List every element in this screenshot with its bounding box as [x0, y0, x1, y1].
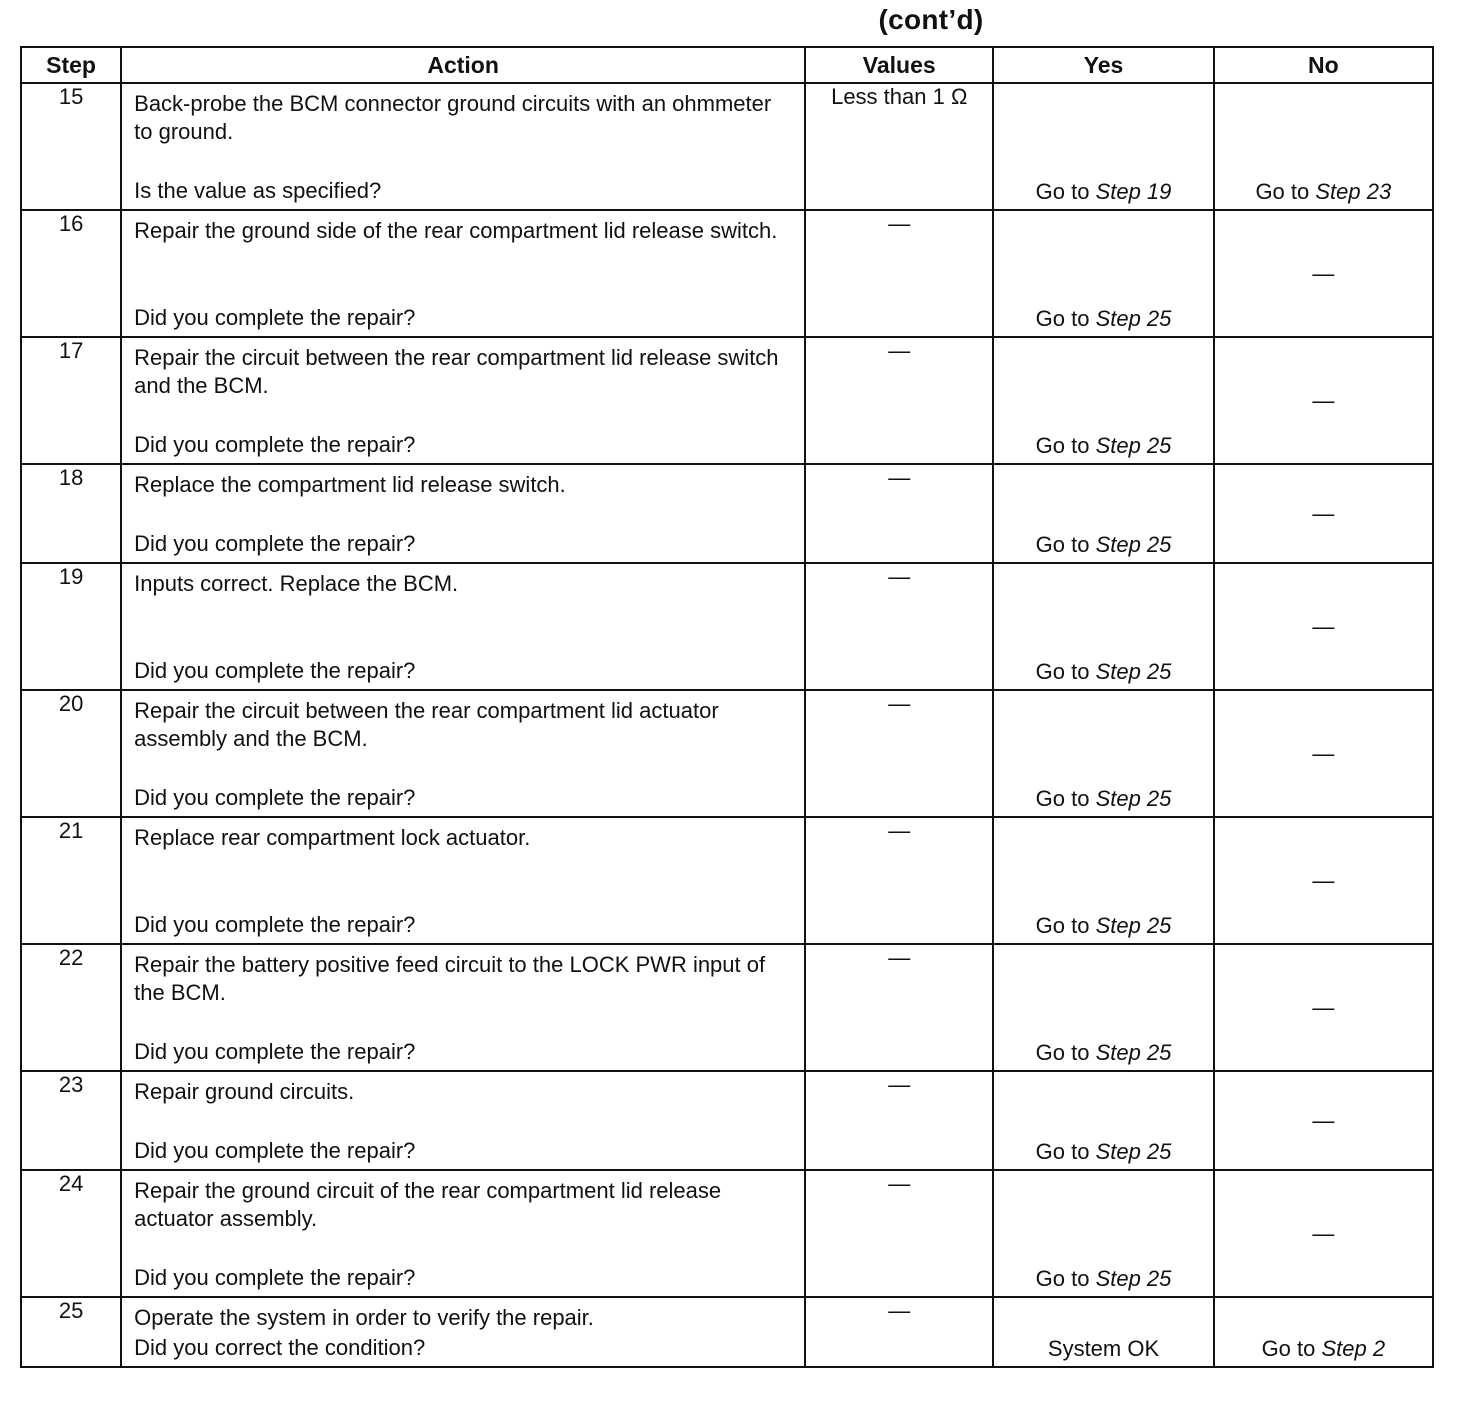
- values-cell: —: [805, 1170, 993, 1297]
- yes-prefix: Go to: [1035, 306, 1090, 331]
- step-cell: 24: [21, 1170, 121, 1297]
- action-question: Did you complete the repair?: [134, 912, 416, 937]
- values-cell: Less than 1 Ω: [805, 83, 993, 210]
- step-cell: 17: [21, 337, 121, 464]
- table-row: [21, 1297, 1433, 1367]
- step-cell: 23: [21, 1071, 121, 1170]
- yes-goto: [994, 433, 1212, 459]
- yes-goto: [994, 659, 1212, 685]
- yes-cell: [993, 944, 1213, 1071]
- no-step-ref: Step 2: [1321, 1336, 1386, 1361]
- no-text: —: [1312, 613, 1335, 639]
- no-text: —: [1312, 387, 1335, 413]
- step-cell: 21: [21, 817, 121, 944]
- yes-text: System OK: [1047, 1336, 1160, 1361]
- action-question: Did you complete the repair?: [134, 1265, 416, 1290]
- table-row: [21, 1170, 1433, 1297]
- yes-goto: [994, 532, 1212, 558]
- step-cell: 18: [21, 464, 121, 563]
- yes-cell: [993, 690, 1213, 817]
- yes-cell: [993, 210, 1213, 337]
- table-row: [21, 563, 1433, 690]
- no-cell: [1214, 563, 1433, 690]
- table-row: [21, 944, 1433, 1071]
- action-question: Did you complete the repair?: [134, 432, 416, 457]
- no-text: —: [1312, 1107, 1335, 1133]
- diagnostic-table: [20, 46, 1434, 1368]
- action-question: Is the value as specified?: [134, 178, 382, 203]
- yes-step-ref: Step 25: [1095, 306, 1172, 331]
- yes-step-ref: Step 25: [1095, 532, 1172, 557]
- action-cell: [121, 337, 805, 464]
- no-step-ref: Step 23: [1315, 179, 1392, 204]
- header-row: [21, 47, 1433, 83]
- action-question: Did you complete the repair?: [134, 531, 416, 556]
- yes-step-ref: Step 25: [1095, 786, 1172, 811]
- yes-prefix: Go to: [1035, 1139, 1090, 1164]
- action-cell: [121, 83, 805, 210]
- action-text: Repair the circuit between the rear compartment lid release switch and the BCM.: [134, 345, 779, 398]
- yes-cell: [993, 464, 1213, 563]
- step-cell: 16: [21, 210, 121, 337]
- action-cell: [121, 464, 805, 563]
- yes-prefix: Go to: [1035, 913, 1090, 938]
- yes-step-ref: Step 19: [1095, 179, 1172, 204]
- table-row: [21, 1071, 1433, 1170]
- no-cell: [1214, 1071, 1433, 1170]
- table-row: [21, 83, 1433, 210]
- yes-goto: [994, 786, 1212, 812]
- action-question: Did you complete the repair?: [134, 305, 416, 330]
- action-cell: [121, 1297, 805, 1367]
- no-cell: [1214, 1297, 1433, 1367]
- yes-cell: [993, 1071, 1213, 1170]
- step-cell: 20: [21, 690, 121, 817]
- yes-goto: [994, 913, 1212, 939]
- no-cell: [1214, 83, 1433, 210]
- step-cell: 19: [21, 563, 121, 690]
- action-text: Replace the compartment lid release switch.: [134, 472, 566, 497]
- header-values: Values: [805, 47, 993, 83]
- no-cell: [1214, 817, 1433, 944]
- action-question: Did you complete the repair?: [134, 1039, 416, 1064]
- no-goto: [1215, 1336, 1432, 1362]
- action-text: Repair the ground circuit of the rear compartment lid release actuator assembly.: [134, 1178, 722, 1231]
- no-text: —: [1312, 1220, 1335, 1246]
- header-action: Action: [121, 47, 805, 83]
- yes-prefix: Go to: [1035, 433, 1090, 458]
- table-row: [21, 464, 1433, 563]
- no-text: —: [1312, 500, 1335, 526]
- action-cell: [121, 944, 805, 1071]
- yes-goto: [994, 1266, 1212, 1292]
- yes-cell: [993, 563, 1213, 690]
- values-cell: —: [805, 337, 993, 464]
- no-prefix: Go to: [1261, 1336, 1316, 1361]
- yes-cell: [993, 337, 1213, 464]
- yes-goto: [994, 179, 1212, 205]
- yes-prefix: Go to: [1035, 786, 1090, 811]
- step-cell: 22: [21, 944, 121, 1071]
- header-yes: Yes: [993, 47, 1213, 83]
- yes-goto: [994, 1040, 1212, 1066]
- yes-goto: [994, 1139, 1212, 1165]
- yes-step-ref: Step 25: [1095, 1139, 1172, 1164]
- table-row: [21, 210, 1433, 337]
- yes-step-ref: Step 25: [1095, 1040, 1172, 1065]
- yes-cell: [993, 83, 1213, 210]
- action-cell: [121, 1170, 805, 1297]
- yes-prefix: Go to: [1035, 532, 1090, 557]
- page-title: [0, 4, 1472, 36]
- no-text: —: [1312, 994, 1335, 1020]
- yes-prefix: Go to: [1035, 659, 1090, 684]
- action-text: Replace rear compartment lock actuator.: [134, 825, 531, 850]
- yes-goto: [994, 306, 1212, 332]
- action-text: Repair the battery positive feed circuit to the LOCK PWR input of the BCM.: [134, 952, 766, 1005]
- step-cell: 15: [21, 83, 121, 210]
- table-row: [21, 817, 1433, 944]
- yes-cell: [993, 1297, 1213, 1367]
- no-cell: [1214, 944, 1433, 1071]
- action-cell: [121, 210, 805, 337]
- action-text: Repair ground circuits.: [134, 1079, 355, 1104]
- values-cell: —: [805, 944, 993, 1071]
- yes-prefix: Go to: [1035, 179, 1090, 204]
- no-cell: [1214, 210, 1433, 337]
- yes-step-ref: Step 25: [1095, 1266, 1172, 1291]
- yes-step-ref: Step 25: [1095, 659, 1172, 684]
- yes-prefix: Go to: [1035, 1266, 1090, 1291]
- yes-prefix: Go to: [1035, 1040, 1090, 1065]
- action-question: Did you complete the repair?: [134, 1138, 416, 1163]
- no-cell: [1214, 337, 1433, 464]
- yes-cell: [993, 1170, 1213, 1297]
- values-cell: —: [805, 563, 993, 690]
- header-step: Step: [21, 47, 121, 83]
- action-cell: [121, 817, 805, 944]
- action-cell: [121, 690, 805, 817]
- table-row: [21, 690, 1433, 817]
- action-question: Did you correct the condition?: [134, 1335, 426, 1360]
- action-text: Repair the ground side of the rear compartment lid release switch.: [134, 218, 778, 243]
- no-text: —: [1312, 260, 1335, 286]
- yes-step-ref: Step 25: [1095, 913, 1172, 938]
- values-cell: —: [805, 1071, 993, 1170]
- header-no: No: [1214, 47, 1433, 83]
- action-cell: [121, 563, 805, 690]
- values-cell: —: [805, 464, 993, 563]
- action-text: Back-probe the BCM connector ground circuits with an ohmmeter to ground.: [134, 91, 772, 144]
- action-question: Did you complete the repair?: [134, 658, 416, 683]
- action-question: Did you complete the repair?: [134, 785, 416, 810]
- values-cell: —: [805, 817, 993, 944]
- no-cell: [1214, 464, 1433, 563]
- no-text: —: [1312, 740, 1335, 766]
- action-cell: [121, 1071, 805, 1170]
- action-text: Inputs correct. Replace the BCM.: [134, 571, 459, 596]
- step-cell: 25: [21, 1297, 121, 1367]
- no-cell: [1214, 690, 1433, 817]
- table-row: [21, 337, 1433, 464]
- no-cell: [1214, 1170, 1433, 1297]
- action-text: Repair the circuit between the rear compartment lid actuator assembly and the BCM.: [134, 698, 719, 751]
- values-cell: —: [805, 1297, 993, 1367]
- no-prefix: Go to: [1255, 179, 1310, 204]
- yes-cell: [993, 817, 1213, 944]
- values-cell: —: [805, 210, 993, 337]
- title-text: (cont’d): [878, 4, 984, 35]
- yes-step-ref: Step 25: [1095, 433, 1172, 458]
- action-text: Operate the system in order to verify the repair.: [134, 1305, 594, 1330]
- values-cell: —: [805, 690, 993, 817]
- no-text: —: [1312, 867, 1335, 893]
- no-goto: [1215, 179, 1432, 205]
